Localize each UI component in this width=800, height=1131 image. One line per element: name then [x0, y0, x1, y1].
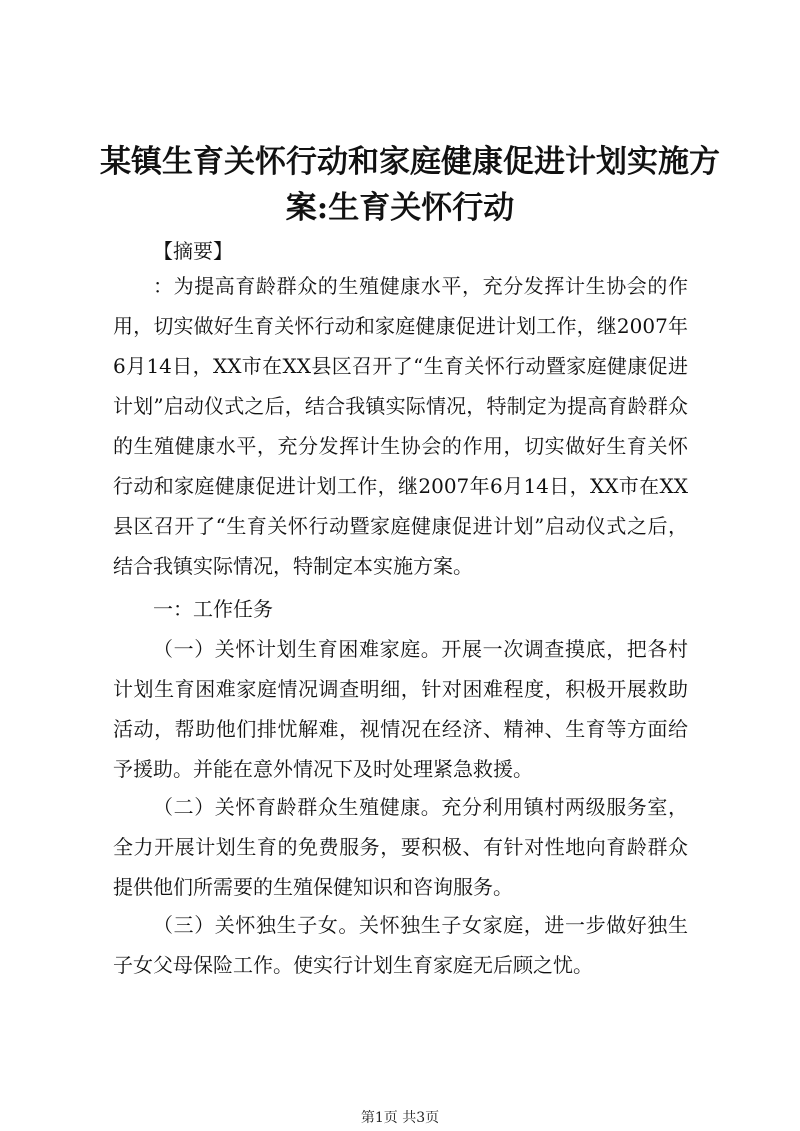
task-item-1: （一）关怀计划生育困难家庭。开展一次调查摸底，把各村计划生育困难家庭情况调查明细，针对困难程度，积极开展救助活动，帮助他们排忧解难，视情况在经济、精神、生育等方面给予援助。并能在意外情况下及时处理紧急救援。	[113, 637, 688, 781]
abstract-paragraph: ：为提高育龄群众的生殖健康水平，充分发挥计生协会的作用，切实做好生育关怀行动和家庭健康促进计划工作，继2007年6月14日，XX市在XX县区召开了“生育关怀行动暨家庭健康促进计划”启动仪式之后，结合我镇实际情况，特制定为提高育龄群众的生殖健康水平，充分发挥计生协会的作用，切实做好生育关怀行动和家庭健康促进计划工作，继2007年6月14日，XX市在XX县区召开了“生育关怀行动暨家庭健康促进计划”启动仪式之后，结合我镇实际情况，特制定本实施方案。	[113, 274, 688, 578]
document-title-line1: 某镇生育关怀行动和家庭健康促进计划实施方	[100, 144, 720, 180]
section-heading-work-tasks: 一：工作任务	[153, 597, 273, 621]
task-item-3: （三）关怀独生子女。关怀独生子女家庭，进一步做好独生子女父母保险工作。使实行计划生育家庭无后顾之忧。	[113, 913, 688, 977]
abstract-label: 【摘要】	[153, 239, 233, 263]
document-title-line2: 案:生育关怀行动	[285, 190, 515, 226]
page-footer: 第1页 共3页	[360, 1110, 440, 1126]
task-item-2: （二）关怀育龄群众生殖健康。充分利用镇村两级服务室，全力开展计划生育的免费服务，要积极、有针对性地向育龄群众提供他们所需要的生殖保健知识和咨询服务。	[113, 795, 688, 899]
